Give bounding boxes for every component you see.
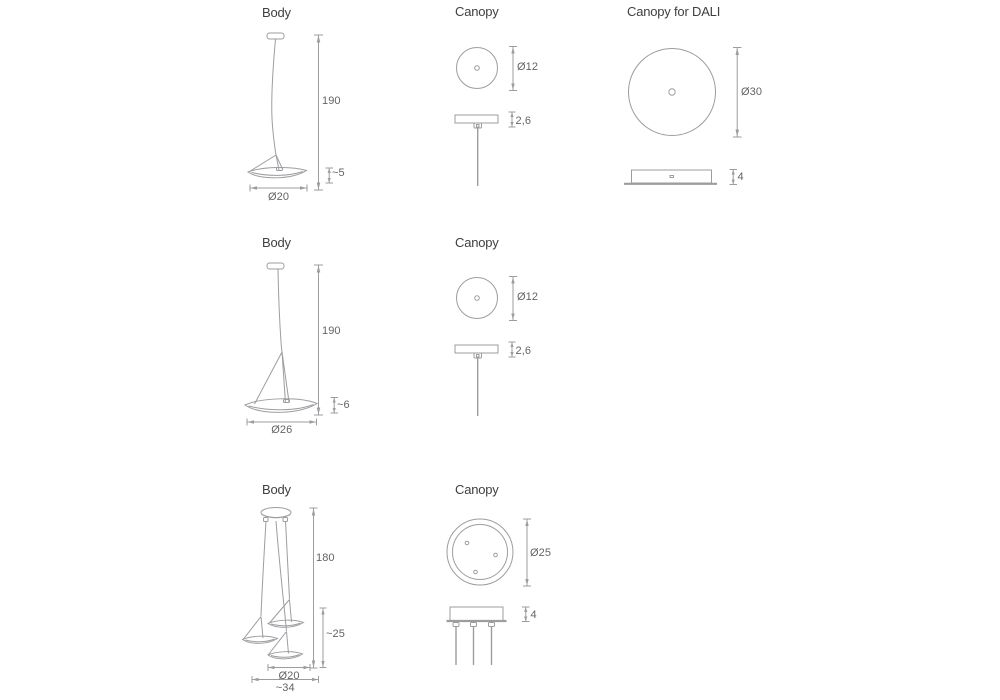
shade-cables <box>255 352 290 404</box>
dim-label-shade-height: ~6 <box>337 399 350 411</box>
panel-body-small-title: Body <box>262 5 291 20</box>
panel-canopy-cluster <box>440 460 570 700</box>
canopy-dali-drawing <box>610 0 780 220</box>
dimension-thickness-26 <box>509 112 516 127</box>
canopy-top-view <box>457 48 498 89</box>
dim-label-diameter: Ø12 <box>517 61 539 73</box>
canopy-small-drawing <box>440 0 560 220</box>
dim-label-diameter: Ø12 <box>517 291 539 303</box>
lamp-shade <box>248 167 307 177</box>
canopy-side-view <box>447 607 507 665</box>
dim-label-height: 190 <box>322 95 341 107</box>
dimension-thickness-4 <box>730 170 738 185</box>
dim-label-height: 190 <box>322 325 341 337</box>
lamp-shade-lower <box>268 632 303 659</box>
panel-body-cluster <box>230 460 360 700</box>
dim-label-diameter: Ø30 <box>741 86 763 98</box>
panel-body-small <box>230 0 360 220</box>
body-cluster-drawing <box>230 460 360 700</box>
canopy-side-view <box>624 170 717 184</box>
body-medium-drawing <box>230 230 360 450</box>
suspension-cord <box>272 39 276 155</box>
panel-canopy-dali <box>610 0 780 220</box>
dim-label-diameter: Ø20 <box>278 669 300 682</box>
dim-label-shade-height: ~5 <box>332 167 345 179</box>
dimension-thickness-4 <box>522 607 530 622</box>
canopy-top-view <box>457 278 498 319</box>
canopy-side-view <box>455 345 498 416</box>
dimension-thickness-26 <box>509 342 516 357</box>
dim-label-thickness: 4 <box>737 171 744 183</box>
dim-label-diameter: Ø26 <box>271 424 293 436</box>
suspension-cords <box>261 521 290 631</box>
dim-label-thickness: 2,6 <box>515 345 532 357</box>
panel-canopy-small <box>440 0 560 220</box>
dimension-height-190 <box>314 265 323 415</box>
suspension-cord <box>278 269 282 352</box>
dim-label-thickness: 2,6 <box>515 115 532 127</box>
panel-canopy-small-title: Canopy <box>455 4 499 19</box>
dim-label-overall-width: ~34 <box>275 681 295 694</box>
panel-canopy-medium <box>440 230 560 450</box>
dimension-diameter-12 <box>509 47 517 91</box>
ceiling-mount <box>267 33 284 39</box>
panel-body-cluster-title: Body <box>262 482 291 497</box>
ceiling-mount <box>267 263 284 269</box>
panel-body-medium-title: Body <box>262 235 291 250</box>
panel-canopy-dali-title: Canopy for DALI <box>627 4 721 19</box>
dim-label-diameter: Ø25 <box>530 547 552 559</box>
canopy-top-view <box>447 519 513 585</box>
dim-label-height: 180 <box>316 552 335 564</box>
body-small-drawing <box>230 0 360 220</box>
canopy-cluster-drawing <box>440 460 570 700</box>
dim-label-drop: ~25 <box>326 628 345 640</box>
canopy-side-view <box>455 115 498 186</box>
dim-label-diameter: Ø20 <box>267 191 290 203</box>
canopy-medium-drawing <box>440 230 560 450</box>
canopy-top-view <box>629 49 716 136</box>
dimension-diameter-12 <box>509 277 517 321</box>
panel-canopy-medium-title: Canopy <box>455 235 499 250</box>
shade-cables <box>250 155 283 172</box>
ceiling-canopy-oval <box>261 508 291 522</box>
panel-body-medium <box>230 230 360 450</box>
panel-canopy-cluster-title: Canopy <box>455 482 499 497</box>
dimension-height-190 <box>314 35 323 190</box>
dimension-height-180 <box>310 508 318 668</box>
dim-label-thickness: 4 <box>530 609 537 621</box>
